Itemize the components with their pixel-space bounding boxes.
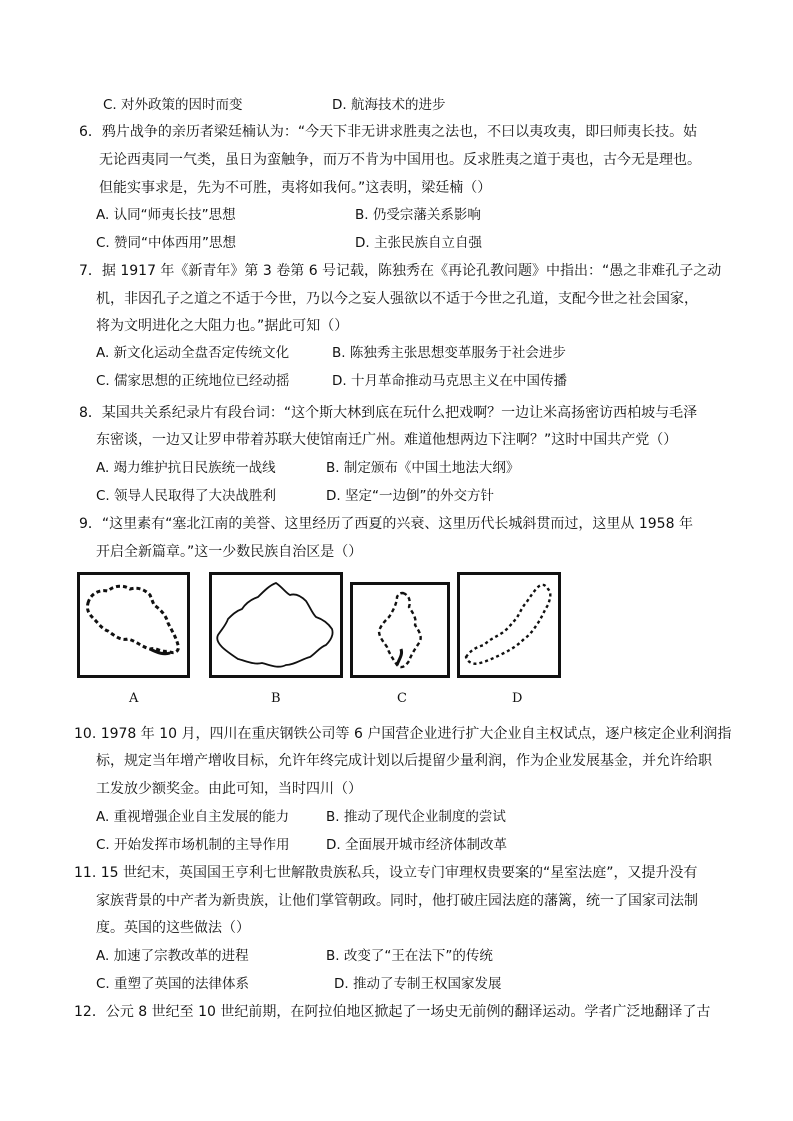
- q7-stem-line3: 将为文明进化之大阻力也。”据此可知（）: [96, 318, 349, 334]
- q10-stem-line3: 工发放少额奖金。由此可知，当时四川（）: [96, 781, 362, 797]
- q9-map-c-outline: [353, 585, 447, 675]
- q11-option-b: B. 改变了“王在法下”的传统: [326, 948, 493, 964]
- q7-option-b: B. 陈独秀主张思想变革服务于社会进步: [332, 345, 566, 361]
- q6-option-c: C. 赞同“中体西用”思想: [96, 235, 236, 251]
- q9-map-a: [77, 572, 190, 678]
- q6-option-d: D. 主张民族自立自强: [355, 235, 482, 251]
- q9-map-a-outline: [80, 575, 187, 675]
- q8-option-c: C. 领导人民取得了大决战胜利: [96, 488, 277, 504]
- q10-option-c: C. 开始发挥市场机制的主导作用: [96, 837, 290, 853]
- q11-stem-line2: 家族背景的中产者为新贵族，让他们掌管朝政。同时，他打破庄园法庭的藩篱，统一了国家司法制: [96, 893, 698, 909]
- q10-stem-line1: 10. 1978 年 10 月，四川在重庆钢铁公司等 6 户国营企业进行扩大企业自主权试点，逐户核定企业利润指: [74, 726, 732, 742]
- q12-stem-line1: 12．公元 8 世纪至 10 世纪前期，在阿拉伯地区掀起了一场史无前例的翻译运动。学者广泛地翻译了古: [74, 1004, 711, 1020]
- q5-option-d: D. 航海技术的进步: [332, 97, 446, 113]
- q9-map-a-label: A: [129, 691, 139, 706]
- q11-option-c: C. 重塑了英国的法律体系: [96, 976, 250, 992]
- q9-map-d: [457, 572, 561, 678]
- q8-stem-line2: 东密谈，一边又让罗申带着苏联大使馆南迁广州。难道他想两边下注啊？”这时中国共产党（）: [96, 432, 678, 448]
- q7-stem-line1: 7．据 1917 年《新青年》第 3 卷第 6 号记载，陈独秀在《再论孔教问题》中指出：“愚之非难孔子之动: [79, 263, 722, 279]
- q9-map-b: [209, 572, 343, 678]
- q9-map-c-label: C: [397, 691, 407, 706]
- q10-option-d: D. 全面展开城市经济体制改革: [326, 837, 507, 853]
- q9-map-b-label: B: [271, 691, 281, 706]
- q9-map-c: [350, 582, 450, 678]
- q7-option-d: D. 十月革命推动马克思主义在中国传播: [332, 373, 567, 389]
- q6-option-a: A. 认同“师夷长技”思想: [96, 207, 236, 223]
- q6-stem-line1: 6．鸦片战争的亲历者梁廷楠认为：“今天下非无讲求胜夷之法也，不曰以夷攻夷，即曰师夷长技。姑: [79, 124, 698, 140]
- q7-option-c: C. 儒家思想的正统地位已经动摇: [96, 373, 290, 389]
- q9-stem-line2: 开启全新篇章。”这一少数民族自治区是（）: [96, 544, 363, 560]
- q8-stem-line1: 8．某国共关系纪录片有段台词：“这个斯大林到底在玩什么把戏啊？一边让米高扬密访西柏坡与毛泽: [79, 405, 698, 421]
- q9-stem-line1: 9．“这里素有“塞北江南的美誉、这里经历了西夏的兴衰、这里历代长城斜贯而过，这里从 1958 年: [79, 516, 693, 532]
- q6-option-b: B. 仍受宗藩关系影响: [355, 207, 481, 223]
- q10-option-b: B. 推动了现代企业制度的尝试: [326, 809, 506, 825]
- q10-stem-line2: 标，规定当年增产增收目标，允许年终完成计划以后提留少量利润，作为企业发展基金，并允许给职: [96, 753, 712, 769]
- q11-stem-line1: 11. 15 世纪末，英国国王亨利七世解散贵族私兵，设立专门审理权贵要案的“星室法庭”，又提升没有: [74, 865, 698, 881]
- q7-stem-line2: 机，非因孔子之道之不适于今世，乃以今之妄人强欲以不适于今世之孔道，支配今世之社会国家，: [96, 291, 698, 307]
- q10-option-a: A. 重视增强企业自主发展的能力: [96, 809, 290, 825]
- q6-stem-line3: 但能实事求是，先为不可胜，夷将如我何。”这表明，梁廷楠（）: [99, 180, 492, 196]
- q9-map-d-label: D: [512, 691, 523, 706]
- q11-option-a: A. 加速了宗教改革的进程: [96, 948, 249, 964]
- q11-option-d: D. 推动了专制王权国家发展: [334, 976, 502, 992]
- q7-option-a: A. 新文化运动全盘否定传统文化: [96, 345, 290, 361]
- q8-option-a: A. 竭力维护抗日民族统一战线: [96, 460, 276, 476]
- q8-option-b: B. 制定颁布《中国土地法大纲》: [326, 460, 520, 476]
- q9-map-d-outline: [460, 575, 558, 675]
- q5-option-c: C. 对外政策的因时而变: [103, 97, 243, 113]
- q8-option-d: D. 坚定“一边倒”的外交方针: [326, 488, 494, 504]
- q9-map-b-outline: [212, 575, 340, 675]
- q6-stem-line2: 无论西夷同一气类，虽日为蛮触争，而万不肯为中国用也。反求胜夷之道于夷也，古今无是理也。: [99, 152, 701, 168]
- q11-stem-line3: 度。英国的这些做法（）: [96, 920, 250, 936]
